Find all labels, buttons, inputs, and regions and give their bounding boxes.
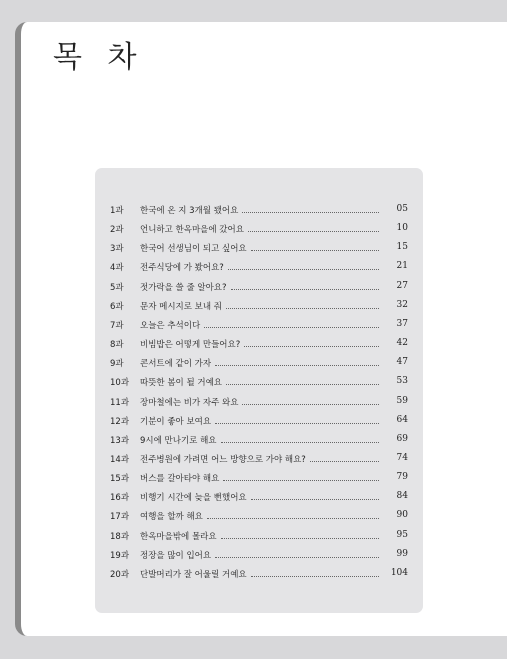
lesson-title-leader — [140, 319, 379, 331]
page-number: 95 — [396, 529, 408, 540]
toc-entry[interactable] — [95, 219, 423, 237]
dot-leader — [221, 531, 379, 539]
toc-entry[interactable] — [95, 449, 423, 467]
page-number: 05 — [396, 204, 408, 214]
lesson-title-leader — [140, 510, 379, 522]
toc-entry[interactable] — [95, 506, 423, 524]
lesson-number: 15과 — [110, 474, 130, 485]
lesson-title: 오늘은 추석이다 — [140, 320, 201, 331]
dot-leader — [226, 377, 379, 385]
lesson-number: 13과 — [110, 435, 130, 446]
lesson-title: 전주병원에 가려면 어느 방향으로 가야 해요? — [140, 454, 306, 465]
dot-leader — [244, 339, 379, 347]
lesson-title: 콘서트에 같이 가자 — [140, 359, 212, 370]
toc-entry[interactable] — [95, 430, 423, 448]
dot-leader — [215, 416, 379, 424]
toc-entry[interactable] — [95, 545, 423, 563]
lesson-title-leader — [140, 396, 379, 408]
lesson-title: 비빔밥은 어떻게 만들어요? — [140, 340, 241, 351]
dot-leader — [204, 320, 379, 328]
toc-entry[interactable] — [95, 296, 423, 314]
lesson-number: 18과 — [110, 531, 130, 542]
lesson-number: 1과 — [110, 206, 124, 216]
table-of-contents — [95, 168, 423, 613]
toc-entry[interactable] — [95, 277, 423, 295]
toc-entry[interactable] — [95, 315, 423, 333]
toc-entry[interactable] — [95, 564, 423, 582]
lesson-title: 한국에 온 지 3개월 됐어요 — [140, 206, 239, 216]
dot-leader — [310, 454, 379, 462]
dot-leader — [251, 243, 379, 251]
lesson-title: 따뜻한 봄이 될 거예요 — [140, 378, 223, 389]
page-number: 47 — [396, 357, 408, 368]
page-number: 15 — [396, 242, 408, 253]
lesson-number: 16과 — [110, 493, 130, 504]
dot-leader — [251, 569, 379, 577]
lesson-title: 장마철에는 비가 자주 와요 — [140, 397, 239, 408]
lesson-title: 한옥마을밖에 몰라요 — [140, 531, 217, 542]
page-number: 79 — [396, 472, 408, 483]
lesson-title-leader — [140, 376, 379, 388]
page-number: 84 — [396, 491, 408, 502]
page-number: 21 — [396, 261, 408, 272]
lesson-title: 버스를 갈아타야 해요 — [140, 474, 220, 485]
dot-leader — [215, 358, 379, 366]
lesson-title-leader — [140, 568, 379, 580]
dot-leader — [242, 205, 379, 213]
lesson-title-leader — [140, 242, 379, 254]
lesson-title-leader — [140, 491, 379, 503]
dot-leader — [215, 550, 379, 558]
lesson-title-leader — [140, 415, 379, 427]
lesson-title: 기분이 좋아 보여요 — [140, 416, 212, 427]
dot-leader — [231, 282, 379, 290]
lesson-title: 9시에 만나기로 해요 — [140, 435, 217, 446]
lesson-title: 전주식당에 가 봤어요? — [140, 263, 224, 274]
lesson-title-leader — [140, 338, 379, 350]
lesson-number: 2과 — [110, 225, 124, 236]
lesson-title: 한국어 선생님이 되고 싶어요 — [140, 244, 247, 255]
lesson-title: 정장을 많이 입어요 — [140, 550, 212, 561]
page-number: 99 — [396, 548, 408, 559]
toc-entry[interactable] — [95, 257, 423, 275]
page-number: 69 — [396, 433, 408, 444]
lesson-number: 3과 — [110, 244, 124, 255]
lesson-title: 젓가락을 쓸 줄 알아요? — [140, 282, 227, 293]
lesson-number: 14과 — [110, 454, 130, 465]
lesson-number: 5과 — [110, 282, 124, 293]
lesson-title-leader — [140, 472, 379, 484]
toc-entry[interactable] — [95, 334, 423, 352]
document-page — [15, 22, 507, 636]
toc-entry[interactable] — [95, 238, 423, 256]
lesson-number: 7과 — [110, 320, 124, 331]
toc-entry[interactable] — [95, 411, 423, 429]
lesson-title: 단발머리가 잘 어울릴 거예요 — [140, 569, 247, 580]
dot-leader — [223, 473, 379, 481]
page-number: 32 — [396, 299, 408, 310]
page-number: 42 — [396, 338, 408, 349]
lesson-number: 10과 — [110, 378, 130, 389]
page-number: 64 — [396, 414, 408, 425]
lesson-title-leader — [140, 300, 379, 312]
lesson-number: 8과 — [110, 340, 124, 351]
lesson-title-leader — [140, 549, 379, 561]
lesson-title-leader — [140, 453, 379, 465]
toc-entry[interactable] — [95, 372, 423, 390]
toc-entry[interactable] — [95, 526, 423, 544]
lesson-title-leader — [140, 204, 379, 216]
lesson-number: 6과 — [110, 301, 124, 312]
lesson-title: 여행을 할까 해요 — [140, 512, 203, 523]
lesson-number: 9과 — [110, 359, 124, 370]
lesson-title-leader — [140, 434, 379, 446]
lesson-number: 20과 — [110, 569, 130, 580]
toc-entry[interactable] — [95, 468, 423, 486]
page-number: 53 — [396, 376, 408, 387]
dot-leader — [251, 492, 379, 500]
lesson-number: 11과 — [110, 397, 130, 408]
page-number: 27 — [396, 280, 408, 291]
lesson-title-leader — [140, 223, 379, 235]
page-number: 10 — [396, 223, 408, 234]
toc-entry[interactable] — [95, 353, 423, 371]
toc-entry[interactable] — [95, 200, 423, 218]
page-number: 104 — [390, 567, 408, 578]
page-title: 목 차 — [53, 40, 145, 75]
lesson-number: 4과 — [110, 263, 124, 274]
dot-leader — [242, 397, 379, 405]
lesson-title-leader — [140, 357, 379, 369]
lesson-title-leader — [140, 281, 379, 293]
lesson-number: 12과 — [110, 416, 130, 427]
toc-entry[interactable] — [95, 392, 423, 410]
dot-leader — [248, 224, 379, 232]
lesson-number: 19과 — [110, 550, 130, 561]
lesson-title: 언니하고 한옥마을에 갔어요 — [140, 225, 244, 236]
lesson-number: 17과 — [110, 512, 130, 523]
lesson-title-leader — [140, 530, 379, 542]
lesson-title: 비행기 시간에 늦을 뻔했어요 — [140, 493, 247, 504]
dot-leader — [226, 301, 379, 309]
toc-entry[interactable] — [95, 487, 423, 505]
lesson-title: 문자 메시지로 보내 줘 — [140, 301, 223, 312]
dot-leader — [221, 435, 379, 443]
page-number: 90 — [396, 510, 408, 521]
page-number: 37 — [396, 318, 408, 329]
page-number: 74 — [396, 452, 408, 463]
dot-leader — [207, 511, 379, 519]
lesson-title-leader — [140, 261, 379, 273]
page-number: 59 — [396, 395, 408, 406]
dot-leader — [228, 262, 379, 270]
